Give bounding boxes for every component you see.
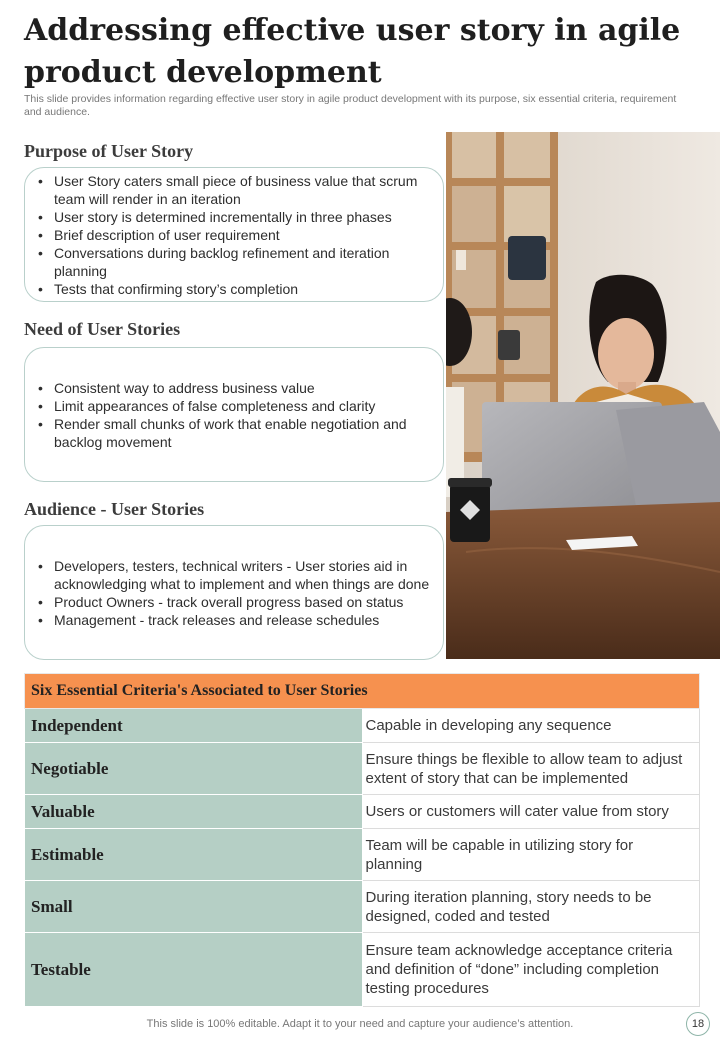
list-item: • Conversations during backlog refinement and iteration planning [35, 244, 435, 280]
page-number-badge: 18 [686, 1012, 710, 1036]
list-item: • Developers, testers, technical writers - User stories aid in acknowledging what to implement and when things are done [35, 557, 435, 593]
section-heading-audience: Audience - User Stories [24, 499, 205, 519]
slide-title: Addressing effective user story in agile product development [24, 13, 681, 90]
criteria-table [24, 673, 700, 1007]
slide-subtitle: This slide provides information regarding effective user story in agile product development with its purpose, six essential criteria, requirement and audience. [24, 93, 677, 118]
criteria-table-container [24, 673, 700, 1007]
table-row [25, 933, 700, 1007]
criteria-description: During iteration planning, story needs to be designed, coded and tested [362, 881, 700, 933]
criteria-description: Ensure things be flexible to allow team to adjust extent of story that can be implemented [362, 743, 700, 795]
table-row [25, 743, 700, 795]
table-header-row [25, 674, 700, 709]
list-item: • User story is determined incrementally in three phases [35, 208, 435, 226]
criteria-description: Team will be capable in utilizing story for planning [362, 829, 700, 881]
audience-box [24, 525, 444, 660]
table-row [25, 881, 700, 933]
table-row [25, 829, 700, 881]
criteria-name: Independent [25, 709, 363, 743]
section-heading-purpose: Purpose of User Story [24, 141, 194, 161]
criteria-name: Valuable [25, 795, 363, 829]
criteria-name: Testable [25, 933, 363, 1007]
table-row [25, 795, 700, 829]
need-box [24, 347, 444, 482]
audience-list [35, 557, 435, 629]
section-heading-need: Need of User Stories [24, 319, 181, 339]
purpose-box [24, 167, 444, 302]
list-item: • Limit appearances of false completeness and clarity [35, 397, 435, 415]
list-item: • Management - track releases and release schedules [35, 611, 435, 629]
criteria-description: Ensure team acknowledge acceptance criteria and definition of “done” including completion testing procedures [362, 933, 700, 1007]
table-row [25, 709, 700, 743]
criteria-description: Users or customers will cater value from story [362, 795, 700, 829]
purpose-list [35, 172, 435, 298]
list-item: • Product Owners - track overall progress based on status [35, 593, 435, 611]
list-item: • User Story caters small piece of business value that scrum team will render in an iteration [35, 172, 435, 208]
criteria-name: Small [25, 881, 363, 933]
criteria-name: Estimable [25, 829, 363, 881]
need-list [35, 379, 435, 451]
criteria-description: Capable in developing any sequence [362, 709, 700, 743]
list-item: • Tests that confirming story’s completion [35, 280, 435, 298]
list-item: • Consistent way to address business value [35, 379, 435, 397]
office-meeting-photo [446, 132, 720, 659]
list-item: • Render small chunks of work that enable negotiation and backlog movement [35, 415, 435, 451]
list-item: • Brief description of user requirement [35, 226, 435, 244]
criteria-table-header: Six Essential Criteria's Associated to User Stories [25, 674, 700, 709]
criteria-name: Negotiable [25, 743, 363, 795]
footer-note: This slide is 100% editable. Adapt it to your need and capture your audience’s attention. [146, 1018, 574, 1030]
